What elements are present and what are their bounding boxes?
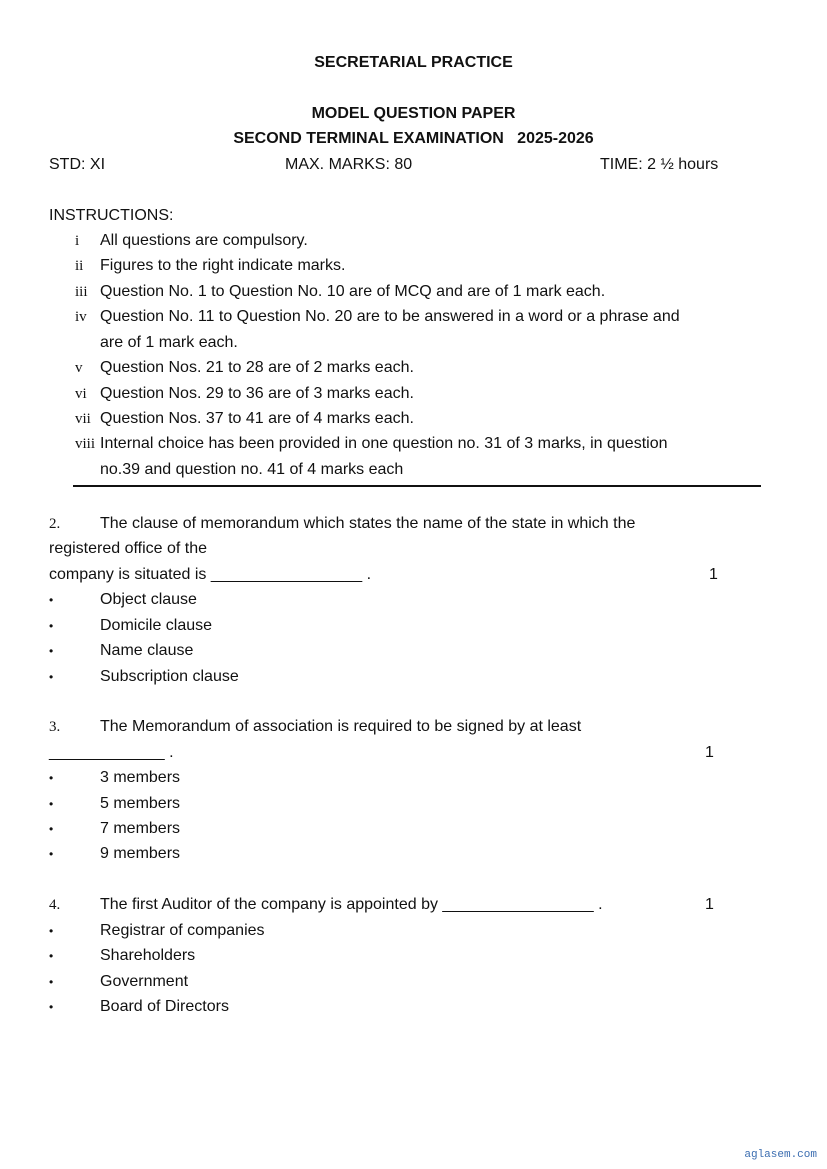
question-text-continued: registered office of the [49, 540, 208, 557]
question-text-continued: _____________ . [49, 744, 174, 761]
question-marks: 1 [705, 896, 714, 913]
option-bullet: • [49, 847, 54, 861]
instruction-text: Question No. 11 to Question No. 20 are to be answered in a word or a phrase and [100, 308, 680, 325]
exam-title: SECOND TERMINAL EXAMINATION 2025-2026 [233, 130, 594, 147]
instruction-text-continued: no.39 and question no. 41 of 4 marks each [100, 461, 404, 478]
option-bullet: • [49, 593, 54, 607]
option-text: Object clause [100, 591, 197, 608]
max-marks-label: MAX. MARKS: 80 [285, 156, 413, 173]
question-text: The clause of memorandum which states the name of the state in which the [100, 515, 636, 532]
question-marks: 1 [709, 566, 718, 583]
watermark-link[interactable]: aglasem.com [744, 1149, 817, 1161]
instruction-number: vii [75, 411, 91, 427]
instruction-number: i [75, 233, 80, 249]
instruction-text: Question Nos. 29 to 36 are of 3 marks each. [100, 385, 414, 402]
option-text: Registrar of companies [100, 922, 265, 939]
question-text: The first Auditor of the company is appointed by _________________ . [100, 896, 603, 913]
question-marks: 1 [705, 744, 714, 761]
instruction-text: Question No. 1 to Question No. 10 are of MCQ and are of 1 mark each. [100, 283, 606, 300]
option-bullet: • [49, 797, 54, 811]
question-number: 4. [49, 897, 61, 913]
option-bullet: • [49, 644, 54, 658]
instruction-text-continued: are of 1 mark each. [100, 334, 238, 351]
option-text: Government [100, 973, 189, 990]
option-text: Subscription clause [100, 668, 239, 685]
option-bullet: • [49, 1000, 54, 1014]
option-bullet: • [49, 670, 54, 684]
option-bullet: • [49, 924, 54, 938]
question-text: The Memorandum of association is required to be signed by at least [100, 718, 582, 735]
question-number: 2. [49, 516, 61, 532]
instruction-text: Internal choice has been provided in one question no. 31 of 3 marks, in question [100, 435, 668, 452]
instructions-heading: INSTRUCTIONS: [49, 207, 174, 224]
option-bullet: • [49, 771, 54, 785]
instruction-number: viii [75, 436, 96, 452]
instruction-number: vi [75, 386, 87, 402]
time-label: TIME: 2 ½ hours [600, 156, 719, 173]
instruction-text: All questions are compulsory. [100, 232, 308, 249]
option-text: 5 members [100, 795, 181, 812]
instruction-text: Question Nos. 37 to 41 are of 4 marks each. [100, 410, 414, 427]
option-text: 9 members [100, 845, 181, 862]
option-bullet: • [49, 822, 54, 836]
question-number: 3. [49, 719, 61, 735]
divider [73, 485, 761, 487]
instruction-text: Figures to the right indicate marks. [100, 257, 346, 274]
option-text: Board of Directors [100, 998, 229, 1015]
option-text: 3 members [100, 769, 181, 786]
option-text: Domicile clause [100, 617, 213, 634]
std-label: STD: XI [49, 156, 106, 173]
instruction-number: v [75, 360, 83, 376]
question-text-continued: company is situated is _________________ . [49, 566, 372, 583]
option-bullet: • [49, 949, 54, 963]
instruction-number: iv [75, 309, 87, 325]
option-text: Name clause [100, 642, 194, 659]
subject-title: SECRETARIAL PRACTICE [314, 54, 513, 71]
instruction-number: ii [75, 258, 84, 274]
option-text: 7 members [100, 820, 181, 837]
paper-type-title: MODEL QUESTION PAPER [311, 105, 516, 122]
option-text: Shareholders [100, 947, 196, 964]
instruction-text: Question Nos. 21 to 28 are of 2 marks each. [100, 359, 414, 376]
option-bullet: • [49, 975, 54, 989]
instruction-number: iii [75, 284, 88, 300]
option-bullet: • [49, 619, 54, 633]
